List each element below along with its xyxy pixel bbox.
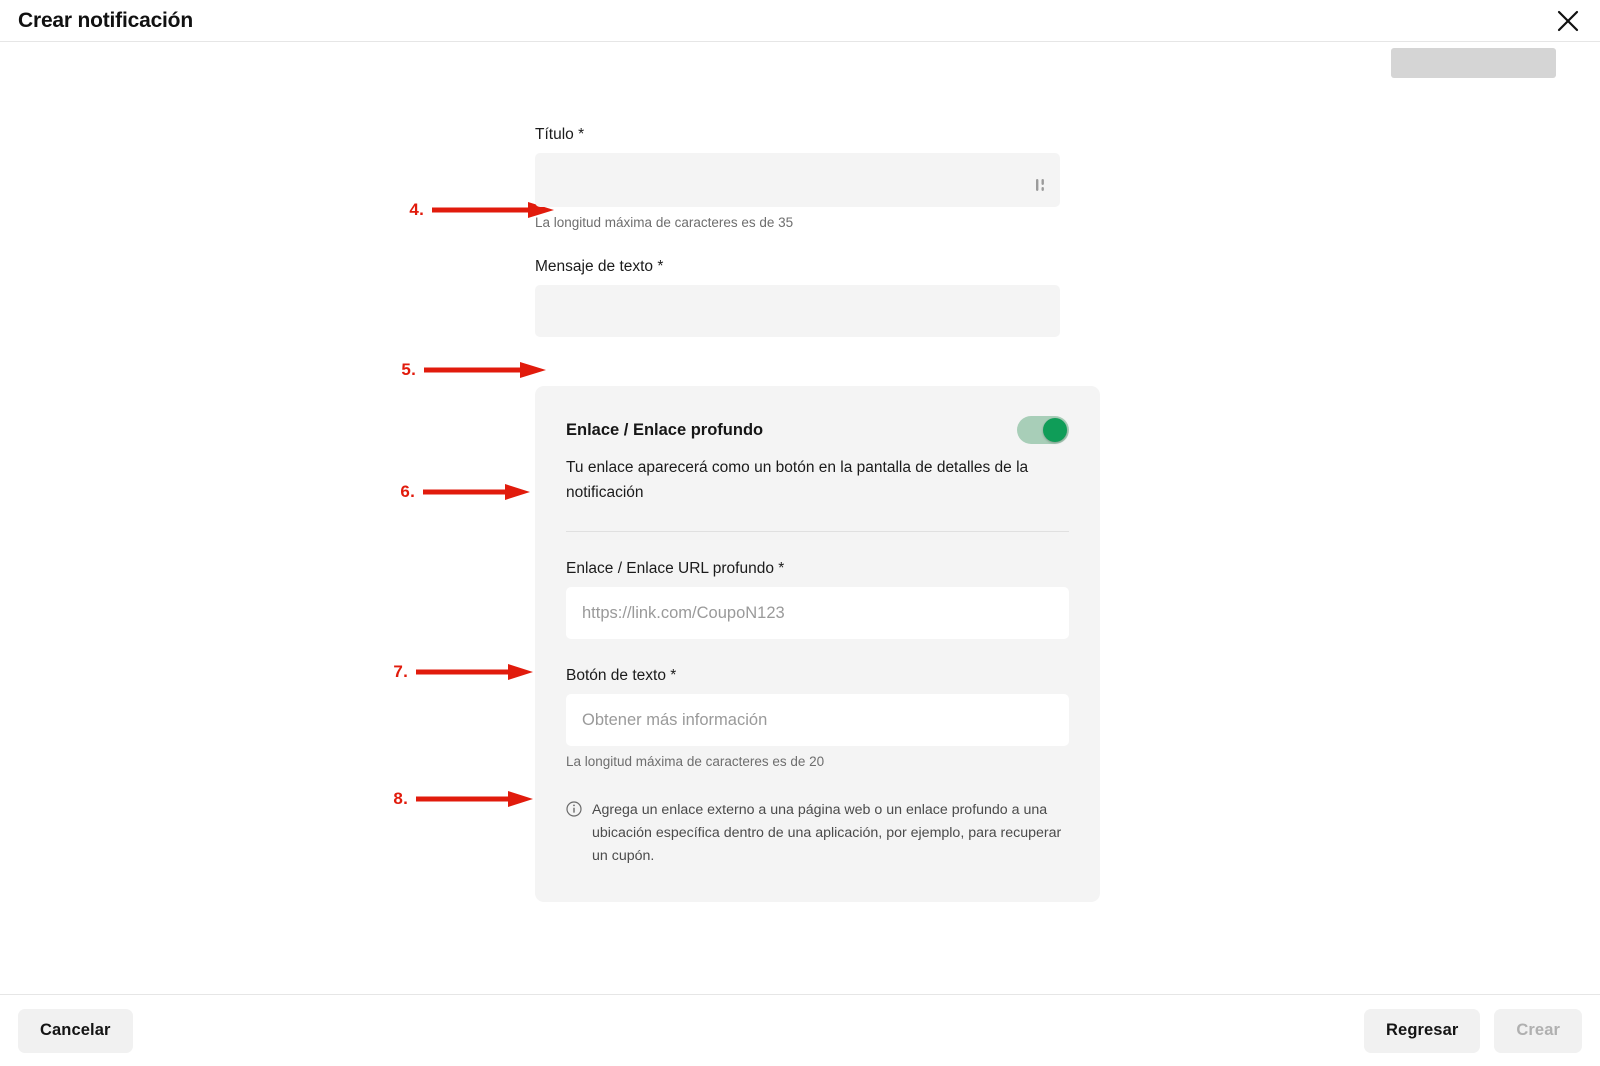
callout-number: 4. bbox=[409, 200, 424, 219]
message-field-group bbox=[535, 258, 1080, 337]
card-divider bbox=[566, 531, 1069, 532]
button-text-label: Botón de texto * bbox=[566, 667, 677, 685]
dialog-body bbox=[0, 42, 1600, 994]
title-helper-text: La longitud máxima de caracteres es de 35 bbox=[535, 215, 794, 230]
callout-6 bbox=[389, 482, 531, 502]
callout-8 bbox=[382, 789, 534, 809]
callout-number: 8. bbox=[393, 789, 408, 808]
info-note-text: Agrega un enlace externo a una página web o un enlace profundo a una ubicación específica dentro de una aplicación, por ejemplo, para recuperar un cupón. bbox=[592, 802, 1062, 865]
title-label: Título * bbox=[535, 126, 585, 143]
toggle-knob bbox=[1043, 418, 1067, 442]
back-button[interactable]: Regresar bbox=[1364, 1009, 1480, 1053]
callout-number: 5. bbox=[401, 360, 416, 379]
title-field-group bbox=[535, 126, 1080, 230]
button-text-helper: La longitud máxima de caracteres es de 20 bbox=[566, 754, 825, 770]
callout-5 bbox=[390, 360, 547, 380]
callout-number: 7. bbox=[393, 662, 408, 681]
callout-number: 6. bbox=[400, 482, 415, 501]
url-label: Enlace / Enlace URL profundo * bbox=[566, 560, 785, 578]
url-field-group bbox=[566, 560, 1069, 639]
link-card-description: Tu enlace aparecerá como un botón en la pantalla de detalles de la notificación bbox=[566, 459, 1029, 502]
button-text-field-group bbox=[566, 667, 1069, 769]
info-note bbox=[566, 799, 1066, 868]
link-card-header bbox=[566, 416, 1069, 444]
page-title: Crear notificación bbox=[18, 8, 193, 32]
message-label: Mensaje de texto * bbox=[535, 258, 664, 275]
link-card-title: Enlace / Enlace profundo bbox=[566, 420, 764, 439]
message-textarea[interactable] bbox=[535, 285, 1060, 337]
close-icon[interactable] bbox=[1550, 3, 1586, 39]
title-input[interactable] bbox=[535, 153, 1060, 207]
url-input[interactable] bbox=[566, 587, 1069, 639]
info-icon bbox=[566, 801, 582, 817]
button-text-input[interactable] bbox=[566, 694, 1069, 746]
dialog-header bbox=[0, 0, 1600, 42]
callout-7 bbox=[382, 662, 534, 682]
cancel-button[interactable]: Cancelar bbox=[18, 1009, 133, 1053]
callout-4 bbox=[398, 200, 555, 220]
placeholder-block bbox=[1391, 48, 1556, 78]
link-card bbox=[535, 386, 1100, 902]
link-toggle[interactable] bbox=[1017, 416, 1069, 444]
title-input-wrapper bbox=[535, 153, 1060, 207]
dialog-footer bbox=[0, 994, 1600, 1066]
create-button: Crear bbox=[1494, 1009, 1582, 1053]
form-column bbox=[535, 126, 1080, 902]
